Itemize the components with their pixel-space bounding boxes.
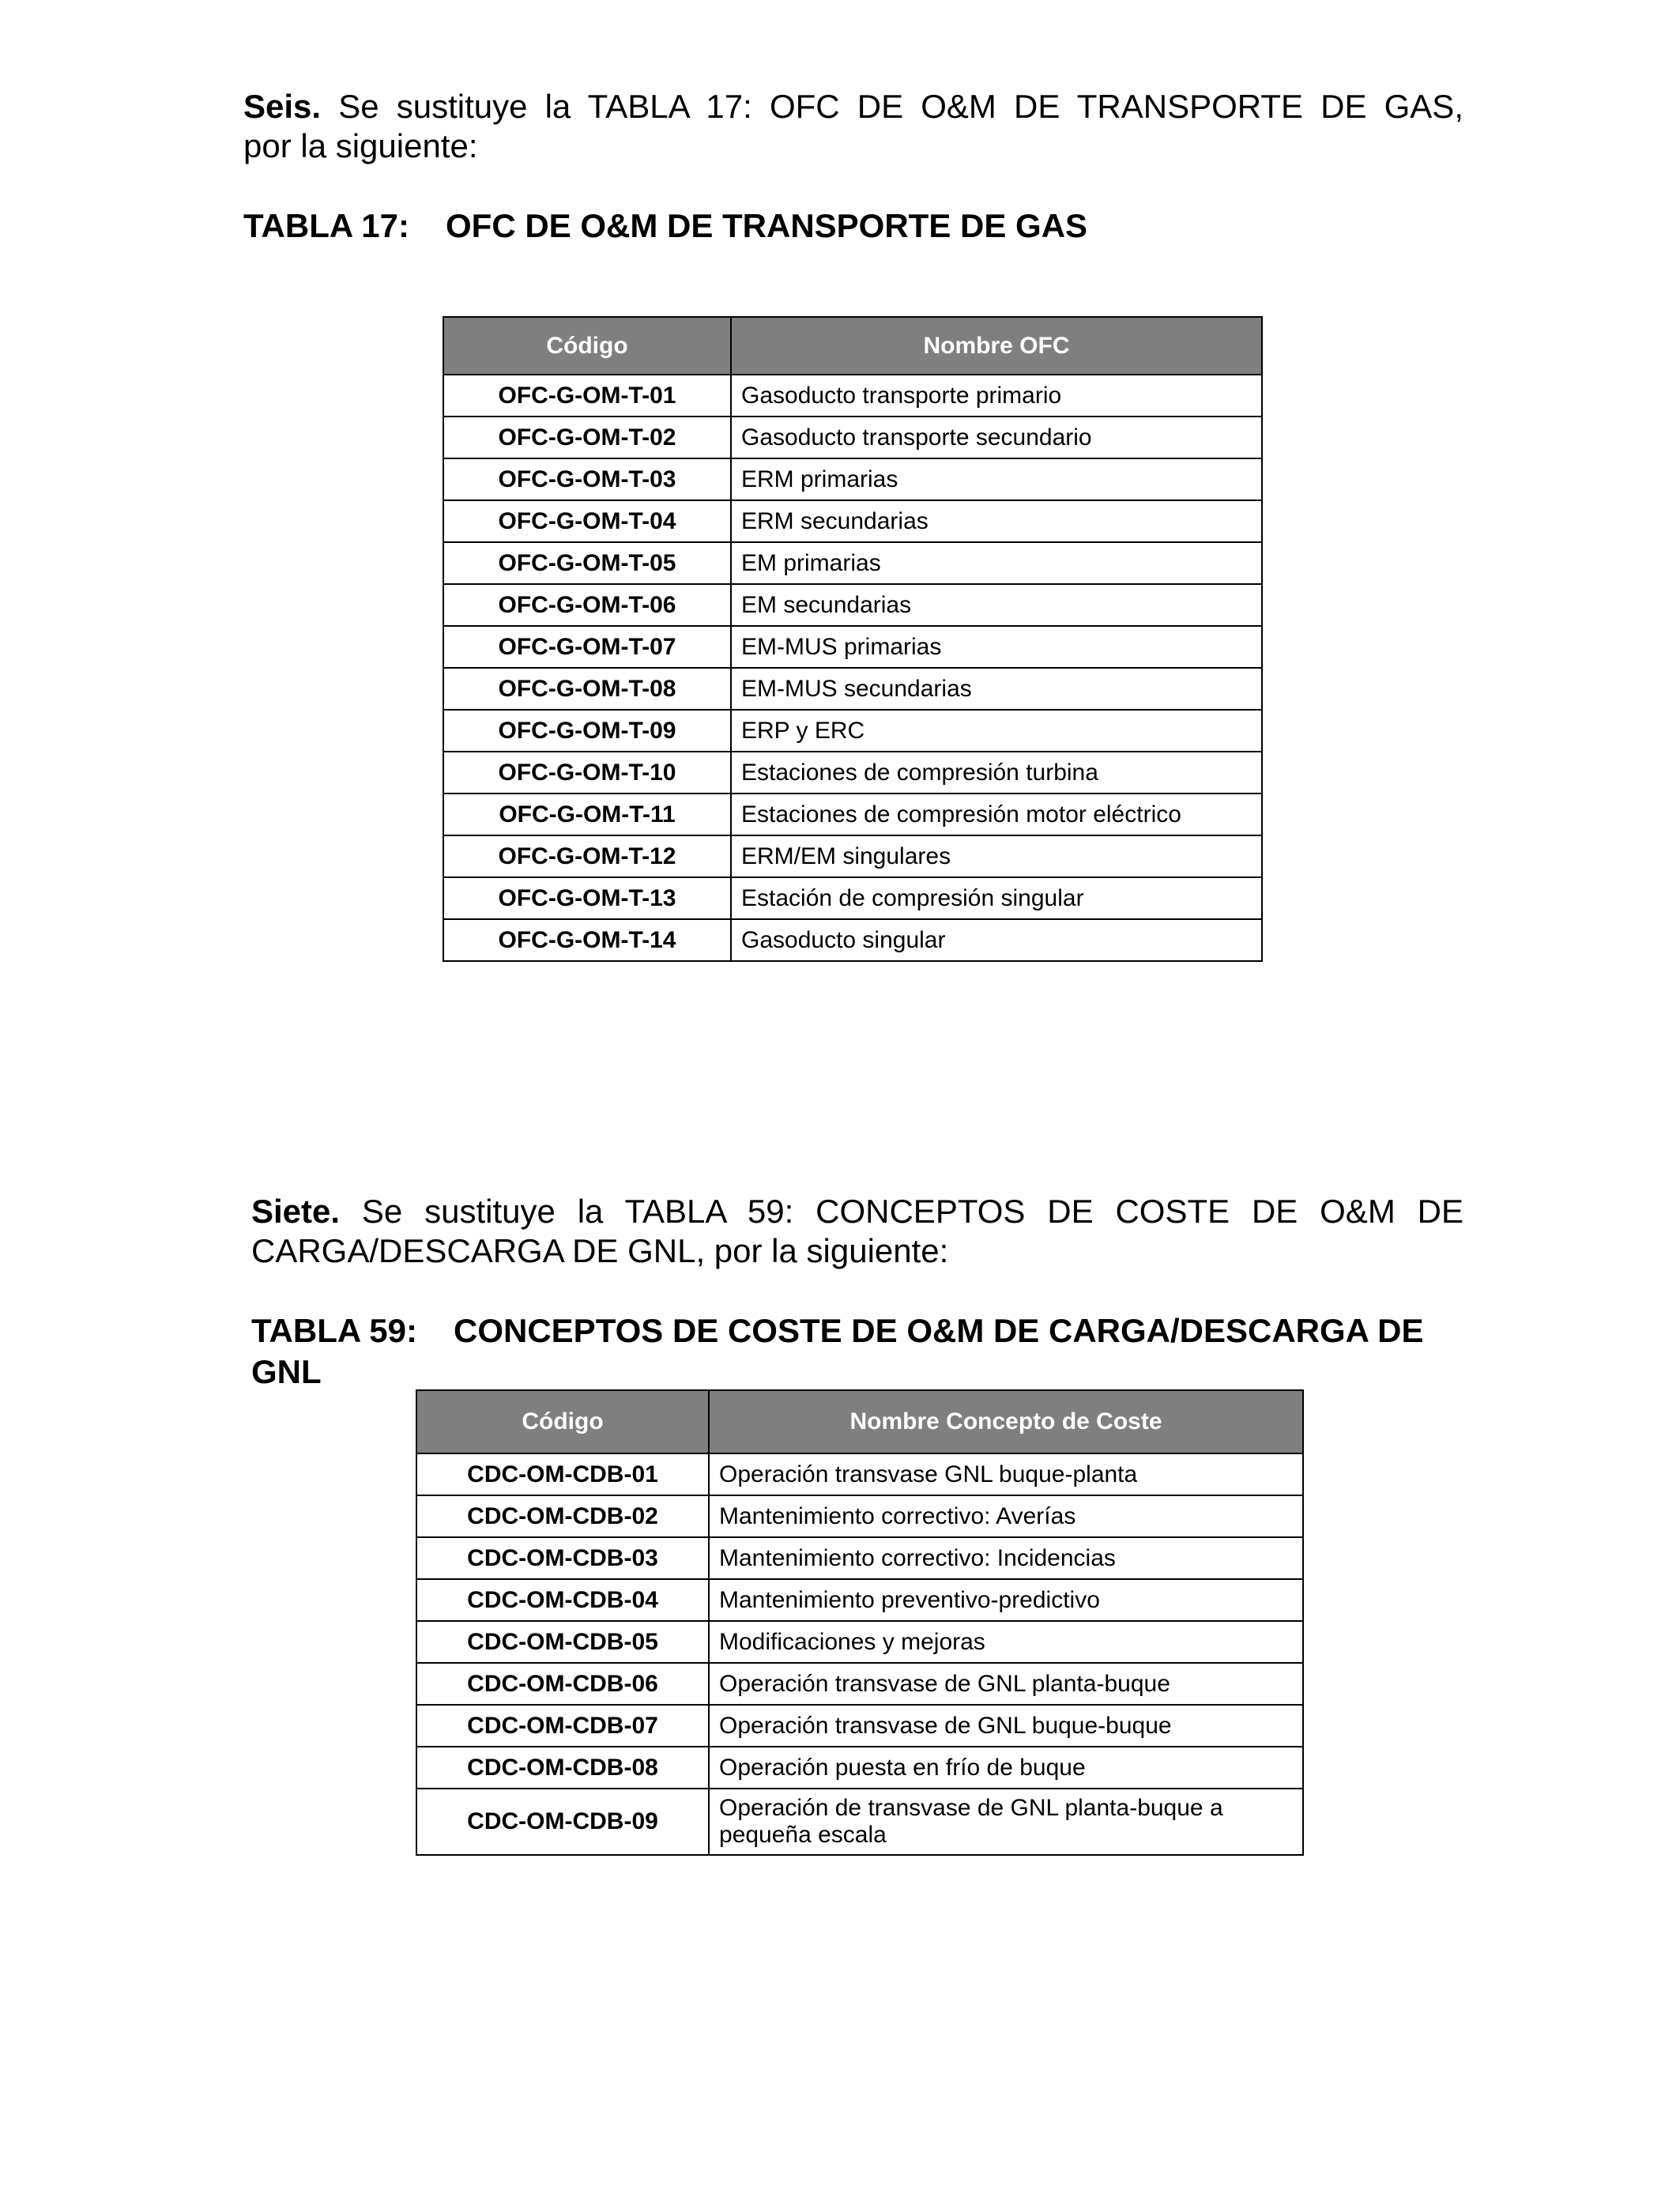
table-59-cell-name: Operación transvase de GNL planta-buque (709, 1663, 1303, 1705)
table-17-cell-code: OFC-G-OM-T-09 (443, 710, 731, 752)
table-59-header-code: Código (416, 1390, 709, 1453)
table-59-header-name: Nombre Concepto de Coste (709, 1390, 1303, 1453)
table-17-cell-name: EM-MUS secundarias (731, 668, 1262, 710)
table-59-cell-code: CDC-OM-CDB-04 (416, 1579, 709, 1621)
table-59-cell-name: Operación puesta en frío de buque (709, 1747, 1303, 1789)
table-17-cell-code: OFC-G-OM-T-02 (443, 417, 731, 458)
table-59-row (416, 1579, 1303, 1621)
table-59-cell-code: CDC-OM-CDB-05 (416, 1621, 709, 1663)
table-17-cell-code: OFC-G-OM-T-14 (443, 919, 731, 961)
table-17-row (443, 375, 1262, 417)
table-17-cell-name: ERM secundarias (731, 500, 1262, 542)
table-17-row (443, 794, 1262, 835)
table-17-row (443, 835, 1262, 877)
table-59-title: CONCEPTOS DE COSTE DE O&M DE CARGA/DESCARGA DE (454, 1312, 1424, 1349)
table-17-cell-name: ERP y ERC (731, 710, 1262, 752)
table-59-row (416, 1495, 1303, 1537)
table-17-row (443, 500, 1262, 542)
table-17-row (443, 668, 1262, 710)
table-17-cell-name: Gasoducto transporte primario (731, 375, 1262, 417)
table-59-number: TABLA 59: (251, 1312, 417, 1349)
table-17-row (443, 752, 1262, 794)
table-59-cell-name: Modificaciones y mejoras (709, 1621, 1303, 1663)
table-17-cell-name: ERM primarias (731, 458, 1262, 500)
table-17-cell-code: OFC-G-OM-T-12 (443, 835, 731, 877)
table-17-cell-name: EM secundarias (731, 584, 1262, 626)
table-17-header-code: Código (443, 317, 731, 375)
table-17-cell-name: Gasoducto transporte secundario (731, 417, 1262, 458)
section-six-paragraph (243, 87, 1463, 166)
table-17-cell-name: Gasoducto singular (731, 919, 1262, 961)
table-17-row (443, 458, 1262, 500)
table-59-row (416, 1705, 1303, 1747)
table-59-cell-name: Mantenimiento correctivo: Incidencias (709, 1537, 1303, 1579)
table-17-header-name: Nombre OFC (731, 317, 1262, 375)
table-17-title: OFC DE O&M DE TRANSPORTE DE GAS (446, 207, 1088, 244)
table-59-cell-code: CDC-OM-CDB-06 (416, 1663, 709, 1705)
table-17-row (443, 417, 1262, 458)
section-six-text-line1: Se sustituye la TABLA 17: OFC DE O&M DE TRANSPORTE DE GAS, (338, 88, 1463, 125)
section-seven-text-line2: CARGA/DESCARGA DE GNL, por la siguiente: (251, 1232, 949, 1269)
table-17-cell-name: Estaciones de compresión turbina (731, 752, 1262, 794)
table-17-cell-name: Estaciones de compresión motor eléctrico (731, 794, 1262, 835)
table-17-cell-code: OFC-G-OM-T-10 (443, 752, 731, 794)
table-17-cell-code: OFC-G-OM-T-03 (443, 458, 731, 500)
table-17-row (443, 626, 1262, 668)
table-17-cell-name: ERM/EM singulares (731, 835, 1262, 877)
section-seven-lead: Siete. (251, 1193, 341, 1230)
table-59-cell-code: CDC-OM-CDB-02 (416, 1495, 709, 1537)
table-17-header-row (443, 317, 1262, 375)
table-17-cell-name: EM primarias (731, 542, 1262, 584)
table-59-header-row (416, 1390, 1303, 1453)
table-17-cell-code: OFC-G-OM-T-07 (443, 626, 731, 668)
table-59-cell-name: Operación transvase de GNL buque-buque (709, 1705, 1303, 1747)
table-59-cell-name: Mantenimiento preventivo-predictivo (709, 1579, 1303, 1621)
table-59-row (416, 1453, 1303, 1495)
table-59-row (416, 1747, 1303, 1789)
table-59-body (416, 1453, 1303, 1855)
table-17-heading (243, 205, 1476, 247)
table-17-row (443, 542, 1262, 584)
table-17-row (443, 584, 1262, 626)
table-17-body (443, 375, 1262, 961)
table-17-number: TABLA 17: (243, 207, 409, 244)
table-59-row (416, 1789, 1303, 1855)
section-six-lead: Seis. (243, 88, 322, 125)
table-59-title-line2: GNL (251, 1353, 322, 1390)
table-59-cell-code: CDC-OM-CDB-01 (416, 1453, 709, 1495)
table-17-cell-name: Estación de compresión singular (731, 877, 1262, 919)
table-17-row (443, 919, 1262, 961)
table-17-cell-code: OFC-G-OM-T-05 (443, 542, 731, 584)
table-17-cell-code: OFC-G-OM-T-06 (443, 584, 731, 626)
table-17-cell-code: OFC-G-OM-T-08 (443, 668, 731, 710)
table-17-row (443, 877, 1262, 919)
table-59 (416, 1389, 1304, 1856)
table-59-cell-code: CDC-OM-CDB-07 (416, 1705, 709, 1747)
table-59-cell-name: Operación transvase GNL buque-planta (709, 1453, 1303, 1495)
section-seven-text-line1: Se sustituye la TABLA 59: CONCEPTOS DE COSTE DE O&M DE (361, 1193, 1463, 1230)
table-17 (443, 316, 1263, 962)
section-six-text-line2: por la siguiente: (243, 127, 478, 164)
table-59-cell-code: CDC-OM-CDB-09 (416, 1789, 709, 1855)
table-17-cell-name: EM-MUS primarias (731, 626, 1262, 668)
table-59-cell-code: CDC-OM-CDB-08 (416, 1747, 709, 1789)
table-59-cell-name: Mantenimiento correctivo: Averías (709, 1495, 1303, 1537)
table-59-cell-code: CDC-OM-CDB-03 (416, 1537, 709, 1579)
table-59-row (416, 1621, 1303, 1663)
table-17-cell-code: OFC-G-OM-T-01 (443, 375, 731, 417)
table-17-cell-code: OFC-G-OM-T-04 (443, 500, 731, 542)
section-seven-paragraph (251, 1192, 1463, 1271)
table-17-cell-code: OFC-G-OM-T-11 (443, 794, 731, 835)
table-59-heading (251, 1310, 1484, 1393)
table-17-row (443, 710, 1262, 752)
table-59-row (416, 1663, 1303, 1705)
table-17-cell-code: OFC-G-OM-T-13 (443, 877, 731, 919)
table-59-row (416, 1537, 1303, 1579)
table-59-cell-name: Operación de transvase de GNL planta-buque a pequeña escala (709, 1789, 1303, 1855)
